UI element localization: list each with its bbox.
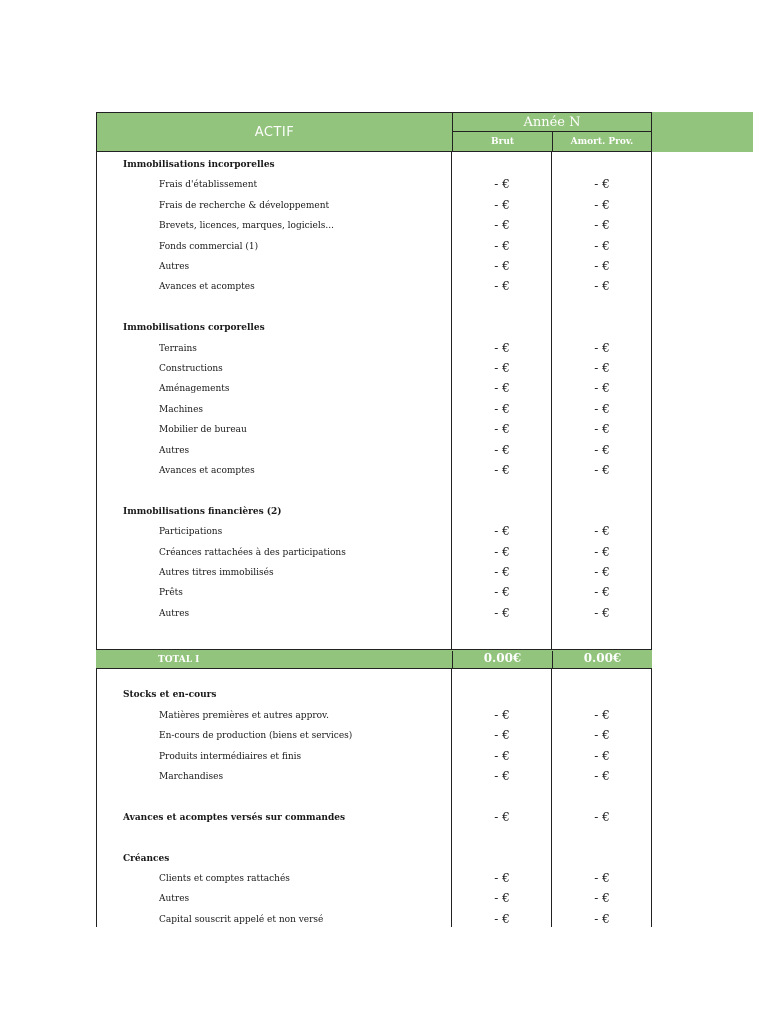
row-label: Capital souscrit appelé et non versé (159, 914, 324, 925)
brut-value: - € (494, 422, 510, 437)
amort-column-header: Amort. Prov. (552, 132, 651, 151)
row-label: Brevets, licences, marques, logiciels... (159, 221, 334, 232)
table-row (97, 175, 651, 195)
table-row (97, 522, 651, 542)
table-row (97, 726, 651, 746)
table-row (97, 767, 651, 787)
brut-value: - € (494, 871, 510, 885)
blank-row (97, 298, 651, 318)
amort-value: - € (594, 565, 610, 579)
amort-value: - € (594, 809, 610, 824)
blank-row (97, 481, 651, 501)
amort-value: - € (594, 442, 610, 457)
brut-column-header: Brut (452, 132, 552, 151)
table-row (97, 196, 651, 216)
row-label: Avances et acomptes (159, 466, 255, 476)
table-row (97, 563, 651, 583)
row-label: Frais d'établissement (159, 180, 258, 191)
table-row (97, 277, 651, 297)
brut-value: - € (494, 238, 510, 253)
amort-value: - € (594, 891, 610, 906)
row-label: Matières premières et autres approv. (159, 710, 329, 721)
row-label: Clients et comptes rattachés (159, 874, 290, 884)
row-label: Machines (159, 404, 204, 415)
total-brut-value: 0.00€ (452, 651, 552, 669)
brut-value: - € (494, 544, 510, 559)
table-row (97, 583, 651, 603)
brut-value: - € (494, 565, 510, 579)
actif-heading: ACTIF (254, 124, 295, 140)
brut-value: - € (494, 809, 510, 824)
brut-value: - € (494, 361, 510, 375)
brut-value: - € (494, 218, 510, 233)
table-row (97, 400, 651, 420)
amort-value: - € (594, 605, 610, 620)
amort-value: - € (594, 340, 610, 355)
table-body (96, 152, 652, 927)
section-title: Immobilisations financières (2) (123, 506, 282, 517)
section-row (97, 155, 651, 175)
row-label: Mobilier de bureau (159, 425, 247, 436)
table-row (97, 889, 651, 909)
brut-value: - € (494, 197, 510, 212)
brut-value: - € (494, 259, 510, 273)
balance-sheet (96, 112, 652, 927)
amort-value: - € (594, 197, 610, 212)
table-row (97, 869, 651, 889)
section-row (97, 318, 651, 338)
brut-value: - € (494, 891, 510, 906)
row-label: Autres (159, 608, 190, 619)
brut-value: - € (494, 707, 510, 722)
table-row (97, 237, 651, 257)
row-label: Frais de recherche & développement (159, 200, 330, 211)
table-row (97, 420, 651, 440)
amort-value: - € (594, 871, 610, 885)
table-row (97, 461, 651, 481)
brut-value: - € (494, 911, 510, 926)
brut-value: - € (494, 728, 510, 743)
table-row (97, 216, 651, 236)
table-row (97, 441, 651, 461)
row-label: Avances et acomptes (159, 282, 255, 293)
amort-value: - € (594, 728, 610, 743)
section-title: Immobilisations incorporelles (123, 160, 275, 170)
brut-value: - € (494, 463, 510, 477)
brut-value: - € (494, 381, 510, 396)
brut-value: - € (494, 605, 510, 620)
table-row (97, 910, 651, 930)
year-heading: Année N (452, 113, 651, 132)
header-extension (652, 112, 753, 152)
brut-value: - € (494, 769, 510, 783)
amort-value: - € (594, 707, 610, 722)
row-label: Participations (159, 527, 223, 538)
amort-value: - € (594, 422, 610, 437)
amort-value: - € (594, 544, 610, 559)
amort-value: - € (594, 259, 610, 273)
row-label: Autres (159, 445, 190, 456)
amort-value: - € (594, 463, 610, 477)
row-label: Prêts (159, 588, 183, 599)
amort-value: - € (594, 177, 610, 192)
brut-value: - € (494, 401, 510, 416)
table-row (97, 706, 651, 726)
section-row (97, 502, 651, 522)
amort-value: - € (594, 381, 610, 396)
amort-value: - € (594, 911, 610, 926)
row-label: Autres titres immobilisés (159, 568, 274, 578)
blank-row (97, 665, 651, 685)
section-row (97, 685, 651, 705)
row-label: Créances rattachées à des participations (159, 547, 346, 558)
amort-value: - € (594, 238, 610, 253)
section-title: Avances et acomptes versés sur commandes (123, 812, 346, 823)
table-row (97, 604, 651, 624)
amort-value: - € (594, 361, 610, 375)
row-label: Autres (159, 262, 190, 272)
section-title: Créances (123, 853, 170, 864)
brut-value: - € (494, 585, 510, 600)
amort-value: - € (594, 585, 610, 600)
row-label: Terrains (159, 343, 197, 354)
row-label: En-cours de production (biens et services) (159, 731, 353, 742)
brut-value: - € (494, 279, 510, 294)
row-label: Fonds commercial (1) (159, 241, 259, 252)
row-label: Marchandises (159, 772, 224, 782)
amort-value: - € (594, 401, 610, 416)
total-label: TOTAL I (158, 654, 200, 665)
row-label: Autres (159, 894, 190, 905)
amort-value: - € (594, 524, 610, 539)
table-row (97, 747, 651, 767)
table-row (97, 543, 651, 563)
amort-value: - € (594, 769, 610, 783)
brut-value: - € (494, 177, 510, 192)
total-amort-value: 0.00€ (552, 651, 652, 669)
blank-row (97, 624, 651, 644)
section-title: Stocks et en-cours (123, 690, 217, 701)
row-label: Constructions (159, 364, 223, 374)
blank-row (97, 828, 651, 848)
amort-value: - € (594, 218, 610, 233)
row-label: Produits intermédiaires et finis (159, 751, 302, 762)
brut-value: - € (494, 442, 510, 457)
amort-value: - € (594, 279, 610, 294)
table-header (96, 112, 652, 152)
table-row (97, 359, 651, 379)
table-row (97, 257, 651, 277)
brut-value: - € (494, 340, 510, 355)
table-row (97, 379, 651, 399)
table-row (97, 339, 651, 359)
blank-row (97, 787, 651, 807)
amort-value: - € (594, 748, 610, 763)
section-row (97, 808, 651, 828)
section-row (97, 849, 651, 869)
brut-value: - € (494, 524, 510, 539)
section-title: Immobilisations corporelles (123, 323, 265, 334)
brut-value: - € (494, 748, 510, 763)
row-label: Aménagements (159, 384, 230, 395)
